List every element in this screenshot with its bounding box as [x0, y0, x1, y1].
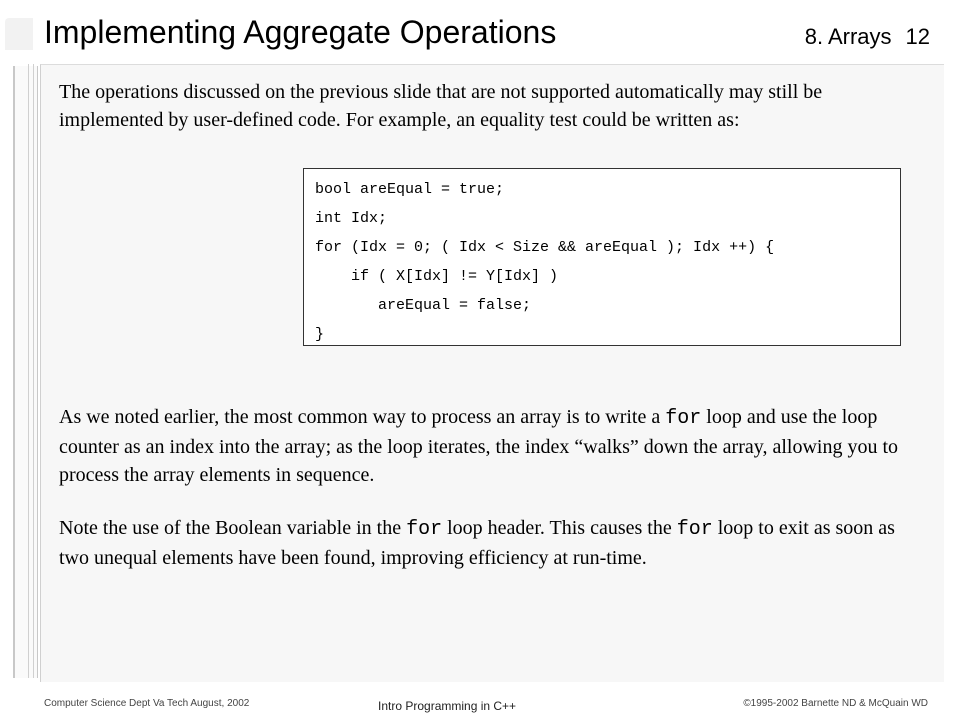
decorative-corner — [5, 18, 33, 50]
text-run: As we noted earlier, the most common way to process an array is to write a — [59, 406, 666, 428]
code-line: } — [315, 326, 325, 343]
left-frame-inner-bar — [28, 64, 34, 678]
code-block — [303, 168, 901, 346]
footer-course-title: Intro Programming in C++ — [378, 699, 517, 713]
intro-paragraph: The operations discussed on the previous slide that are not supported automatically may still be implemented by user-defined code. For example, an equality test could be written as: — [59, 81, 823, 131]
footer-copyright: ©1995-2002 Barnette ND & McQuain WD — [743, 698, 928, 709]
page-number: 12 — [905, 24, 930, 49]
inline-code-for: for — [406, 518, 443, 541]
text-run: loop and use the loop counter as an index into the array; as the loop iterates, the index “walks” down the array, allowing you to process the array elements in sequence. — [59, 406, 898, 486]
slide-title: Implementing Aggregate Operations — [44, 14, 557, 50]
text-run: loop to exit as soon as two unequal elements have been found, improving efficiency at run-time. — [59, 517, 895, 569]
loop-explanation-paragraph — [59, 403, 929, 489]
section-name: 8. Arrays — [804, 24, 892, 49]
slide-header-right — [805, 24, 930, 50]
code-line: areEqual = false; — [315, 297, 532, 314]
left-frame-bar — [13, 66, 38, 678]
text-run: loop header. This causes the — [442, 517, 677, 539]
inline-code-for: for — [665, 407, 702, 430]
footer-department: Computer Science Dept Va Tech August, 2002 — [44, 698, 250, 709]
code-line: bool areEqual = true; — [315, 181, 505, 198]
content-panel — [40, 64, 944, 682]
boolean-note-paragraph — [59, 514, 929, 572]
text-run: Note the use of the Boolean variable in the — [59, 517, 407, 539]
code-line: int Idx; — [315, 210, 388, 227]
code-line: if ( X[Idx] != Y[Idx] ) — [315, 268, 559, 285]
inline-code-for: for — [676, 518, 713, 541]
code-line: for (Idx = 0; ( Idx < Size && areEqual ); Idx ++) { — [315, 239, 775, 256]
